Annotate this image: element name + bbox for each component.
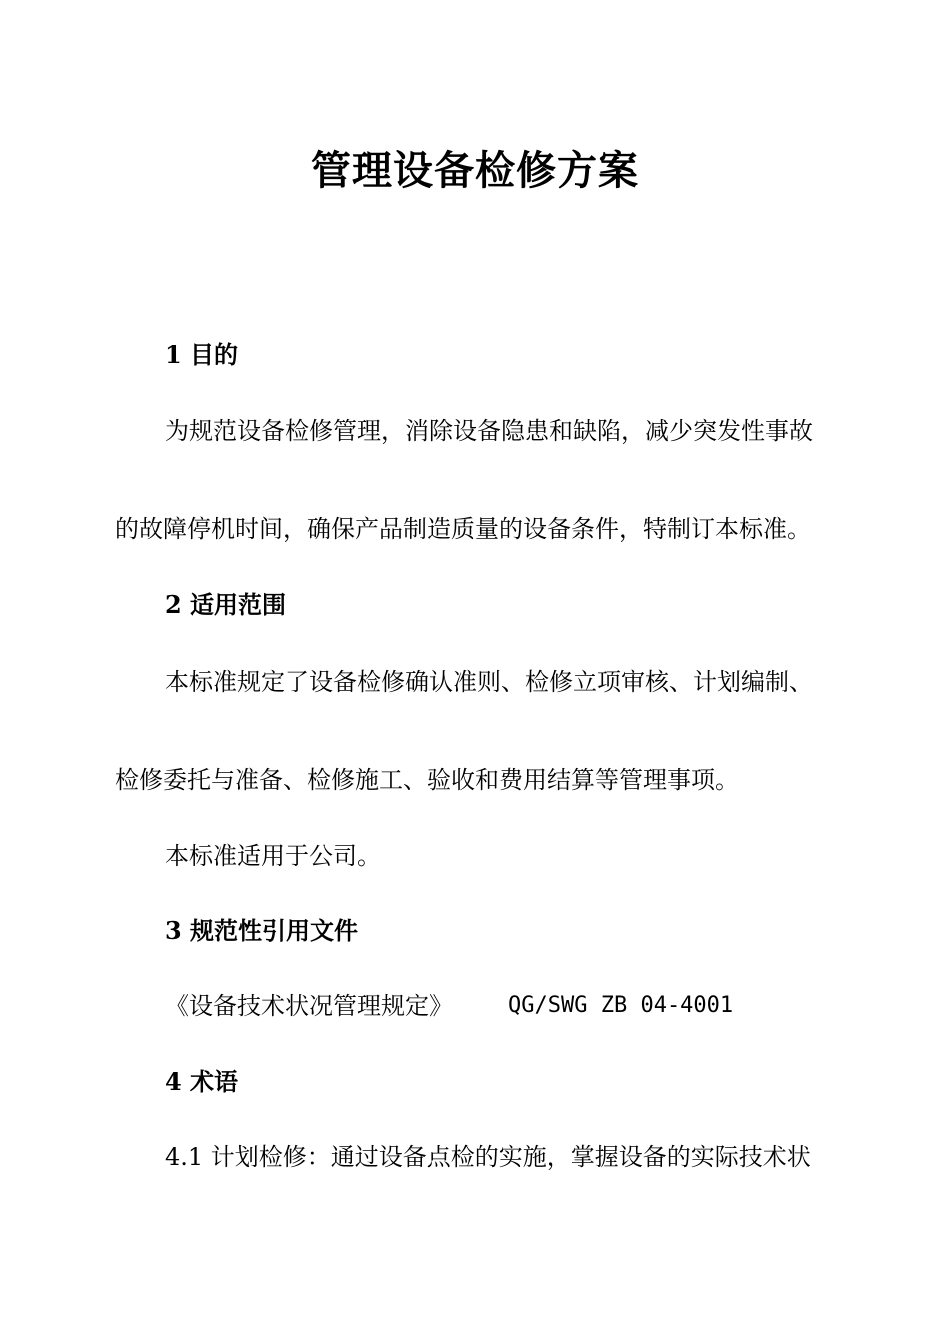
reference-document-title: 《设备技术状况管理规定》 xyxy=(165,992,453,1020)
section-4-1-line-1: 4.1 计划检修：通过设备点检的实施，掌握设备的实际技术状 xyxy=(165,1143,811,1171)
section-3-heading: 3 规范性引用文件 xyxy=(165,916,359,945)
section-1-paragraph-line-1: 为规范设备检修管理，消除设备隐患和缺陷，减少突发性事故 xyxy=(165,417,813,445)
section-2-paragraph-line-1: 本标准规定了设备检修确认准则、检修立项审核、计划编制、 xyxy=(165,668,813,696)
reference-document-code: QG/SWG ZB 04-4001 xyxy=(508,993,734,1018)
section-2-paragraph-line-2: 检修委托与准备、检修施工、验收和费用结算等管理事项。 xyxy=(115,766,739,794)
section-2-heading: 2 适用范围 xyxy=(165,590,287,619)
section-2-paragraph-2: 本标准适用于公司。 xyxy=(165,842,381,870)
section-4-heading: 4 术语 xyxy=(165,1067,239,1096)
document-title: 管理设备检修方案 xyxy=(311,147,639,194)
section-1-heading: 1 目的 xyxy=(165,340,239,369)
section-1-paragraph-line-2: 的故障停机时间，确保产品制造质量的设备条件，特制订本标准。 xyxy=(115,515,811,543)
